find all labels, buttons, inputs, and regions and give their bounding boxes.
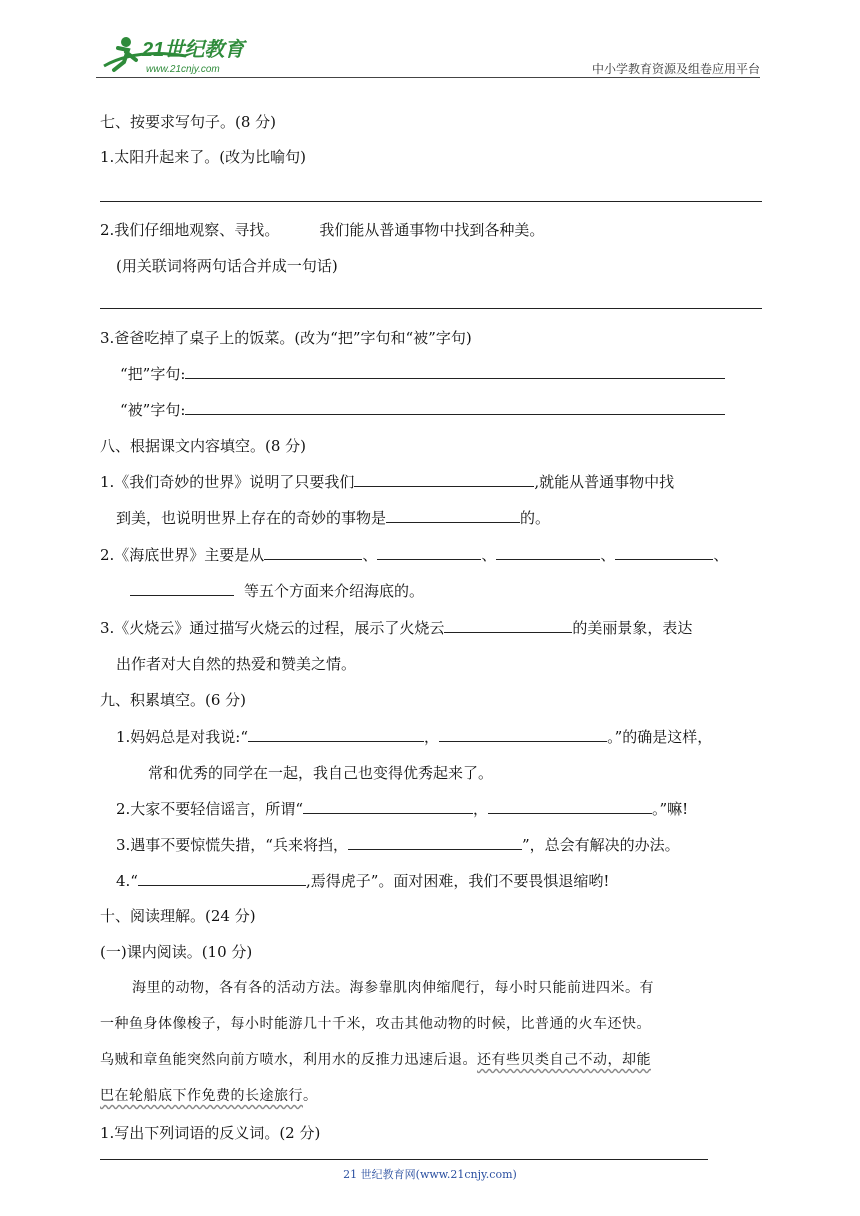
q8-2-text-a: 2.《海底世界》主要是从 <box>100 546 265 564</box>
q8-item-3 <box>100 618 692 638</box>
q8-1-text-a: 1.《我们奇妙的世界》说明了只要我们 <box>100 473 355 491</box>
comma: ， <box>472 800 488 818</box>
reading-passage-line: 海里的动物，各有各的活动方法。海参靠肌肉伸缩爬行，每小时只能前进四米。有 <box>132 980 654 996</box>
q9-2-text-a: 2.大家不要轻信谣言，所谓“ <box>116 800 303 818</box>
answer-blank[interactable] <box>377 545 481 560</box>
q8-2-text-b: 等五个方面来介绍海底的。 <box>244 582 425 600</box>
logo <box>96 30 266 76</box>
ba-sentence-label: “把”字句: <box>120 365 186 383</box>
q9-1-text-a: 1.妈妈总是对我说:“ <box>116 728 249 746</box>
bei-sentence-label: “被”字句: <box>120 401 186 419</box>
q8-3-text-b: 的美丽景象，表达 <box>572 619 693 637</box>
answer-blank[interactable] <box>185 400 725 415</box>
wavy-underlined-text: 巴在轮船底下作免费的长途旅行 <box>100 1088 303 1104</box>
wavy-underlined-text: 还有些贝类自己不动，却能 <box>477 1052 651 1068</box>
q9-1-text-b: 。”的确是这样， <box>607 728 713 746</box>
section-7-title: 七、按要求写句子。(8 分) <box>100 113 277 131</box>
section-9-title: 九、积累填空。(6 分) <box>100 691 247 709</box>
bei-sentence-row <box>120 400 725 420</box>
logo-main-text: 21世纪教育 <box>142 39 245 61</box>
q9-2-text-b: 。”嘛! <box>652 800 689 818</box>
answer-blank[interactable] <box>138 871 306 886</box>
q8-item-1-cont <box>116 508 550 528</box>
header-platform-text: 中小学教育资源及组卷应用平台 <box>591 62 760 76</box>
reading-passage-line: 一种鱼身体像梭子，每小时能游几十千米，攻击其他动物的时候，比普通的火车还快。 <box>100 1016 651 1032</box>
q8-3-text-a: 3.《火烧云》通过描写火烧云的过程，展示了火烧云 <box>100 619 445 637</box>
q7-item-2-part-a: 2.我们仔细地观察、寻找。 <box>100 221 280 239</box>
q8-item-2 <box>100 545 728 565</box>
answer-blank[interactable] <box>303 799 473 814</box>
footer-rule <box>100 1159 708 1160</box>
q8-item-3-cont: 出作者对大自然的热爱和赞美之情。 <box>116 655 357 673</box>
answer-blank[interactable] <box>130 581 234 596</box>
q9-item-4 <box>116 871 609 891</box>
header-rule <box>96 77 760 78</box>
reading-subsection-title: (一)课内阅读。(10 分) <box>100 943 253 961</box>
footer-text: 21 世纪教育网(www.21cnjy.com) <box>343 1168 517 1181</box>
answer-blank[interactable] <box>496 545 600 560</box>
q7-item-3: 3.爸爸吃掉了桌子上的饭菜。(改为“把”字句和“被”字句) <box>100 329 472 347</box>
separator: 、 <box>362 546 378 564</box>
comma: ， <box>424 728 440 746</box>
ba-sentence-row <box>120 364 725 384</box>
q7-item-1: 1.太阳升起来了。(改为比喻句) <box>100 148 307 166</box>
q9-item-1 <box>116 727 712 747</box>
passage-text: 乌贼和章鱼能突然向前方喷水，利用水的反推力迅速后退。 <box>100 1052 477 1068</box>
q9-4-text-a: 4.“ <box>116 872 138 890</box>
separator: 、 <box>713 546 729 564</box>
passage-text: 。 <box>303 1088 318 1104</box>
separator: 、 <box>481 546 497 564</box>
q9-4-text-b: ,焉得虎子”。面对困难，我们不要畏惧退缩哟! <box>305 872 610 890</box>
answer-line <box>100 308 762 309</box>
answer-blank[interactable] <box>444 618 572 633</box>
q8-1-text-b: ,就能从普通事物中找 <box>534 473 675 491</box>
q8-1-text-c: 到美，也说明世界上存在的奇妙的事物是 <box>116 509 387 527</box>
q9-3-text-b: ”，总会有解决的办法。 <box>521 836 680 854</box>
answer-blank[interactable] <box>185 364 725 379</box>
q8-item-2-cont <box>130 581 424 601</box>
section-10-title: 十、阅读理解。(24 分) <box>100 907 256 925</box>
answer-blank[interactable] <box>264 545 362 560</box>
q9-3-text-a: 3.遇事不要惊慌失措，“兵来将挡， <box>116 836 348 854</box>
q8-1-text-d: 的。 <box>520 509 551 527</box>
reading-passage-line <box>100 1086 318 1106</box>
reading-passage-line <box>100 1050 651 1070</box>
q10-question-1: 1.写出下列词语的反义词。(2 分) <box>100 1124 321 1142</box>
answer-blank[interactable] <box>615 545 713 560</box>
answer-blank[interactable] <box>354 472 534 487</box>
q7-item-2-part-b: 我们能从普通事物中找到各种美。 <box>319 221 545 239</box>
logo-sub-text: www.21cnjy.com <box>146 64 220 75</box>
answer-blank[interactable] <box>348 835 522 850</box>
answer-line <box>100 201 762 202</box>
separator: 、 <box>600 546 616 564</box>
answer-blank[interactable] <box>386 508 520 523</box>
q7-item-2 <box>100 220 544 240</box>
q9-item-3 <box>116 835 680 855</box>
answer-blank[interactable] <box>248 727 424 742</box>
section-8-title: 八、根据课文内容填空。(8 分) <box>100 437 307 455</box>
q7-item-2-instruction: (用关联词将两句话合并成一句话) <box>116 257 338 275</box>
answer-blank[interactable] <box>488 799 652 814</box>
q9-item-1-cont: 常和优秀的同学在一起，我自己也变得优秀起来了。 <box>148 764 494 782</box>
page-header <box>96 30 760 78</box>
q8-item-1 <box>100 472 674 492</box>
answer-blank[interactable] <box>439 727 607 742</box>
q9-item-2 <box>116 799 688 819</box>
